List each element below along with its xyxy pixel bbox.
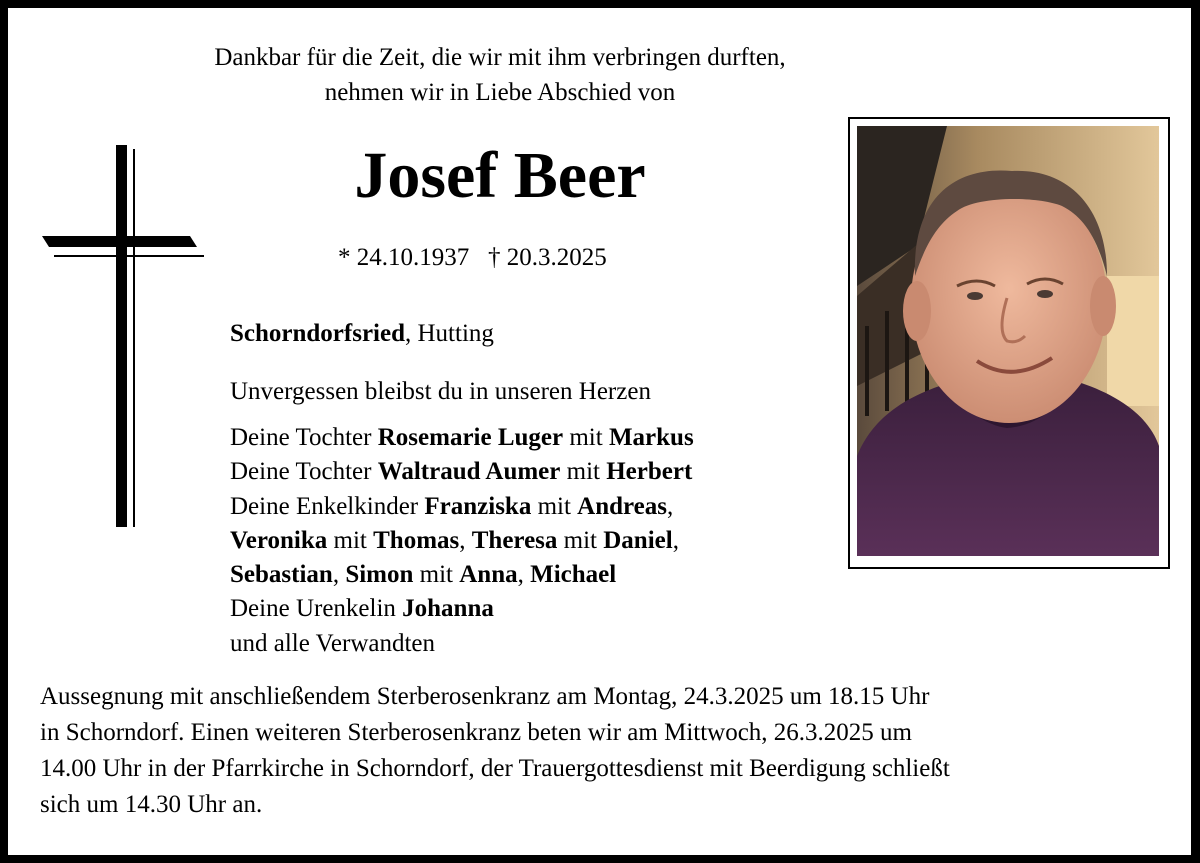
mourners-list: [230, 421, 694, 661]
intro-line-1: Dankbar für die Zeit, die wir mit ihm verbringen durften,: [214, 44, 786, 71]
deceased-name: Josef Beer: [354, 139, 646, 212]
mourner-line: Veronika mit Thomas, Theresa mit Daniel,: [230, 526, 679, 554]
death-date: † 20.3.2025: [488, 244, 607, 271]
place-separator: ,: [405, 320, 418, 347]
intro-text: [0, 40, 1000, 110]
mourner-line: und alle Verwandten: [230, 629, 436, 657]
hamlet-name: Hutting: [417, 320, 494, 347]
motto: Unvergessen bleibst du in unseren Herzen: [230, 378, 651, 405]
mourner-line: Deine Tochter Rosemarie Luger mit Markus: [230, 424, 694, 451]
residence: [230, 316, 494, 352]
birth-date: * 24.10.1937: [338, 244, 470, 271]
service-line: 14.00 Uhr in der Pfarrkirche in Schorndorf, der Trauergottesdienst mit Beerdigung schließt: [40, 755, 950, 782]
portrait-photo: [857, 126, 1159, 556]
mourner-line: Deine Tochter Waltraud Aumer mit Herbert: [230, 458, 693, 486]
mourner-line: Deine Urenkelin Johanna: [230, 595, 494, 623]
intro-line-2: nehmen wir in Liebe Abschied von: [324, 79, 676, 106]
service-line: in Schorndorf. Einen weiteren Sterberosenkranz beten wir am Mittwoch, 26.3.2025 um: [40, 719, 912, 746]
cross-icon: [40, 145, 205, 530]
mourner-line: Sebastian, Simon mit Anna, Michael: [230, 561, 617, 589]
village-name: Schorndorfsried: [230, 320, 405, 347]
life-dates: [338, 240, 607, 276]
service-line: sich um 14.30 Uhr an.: [40, 791, 263, 818]
service-details: [40, 679, 1160, 823]
service-line: Aussegnung mit anschließendem Sterberosenkranz am Montag, 24.3.2025 um 18.15 Uhr: [40, 683, 930, 710]
mourner-line: Deine Enkelkinder Franziska mit Andreas,: [230, 492, 674, 520]
